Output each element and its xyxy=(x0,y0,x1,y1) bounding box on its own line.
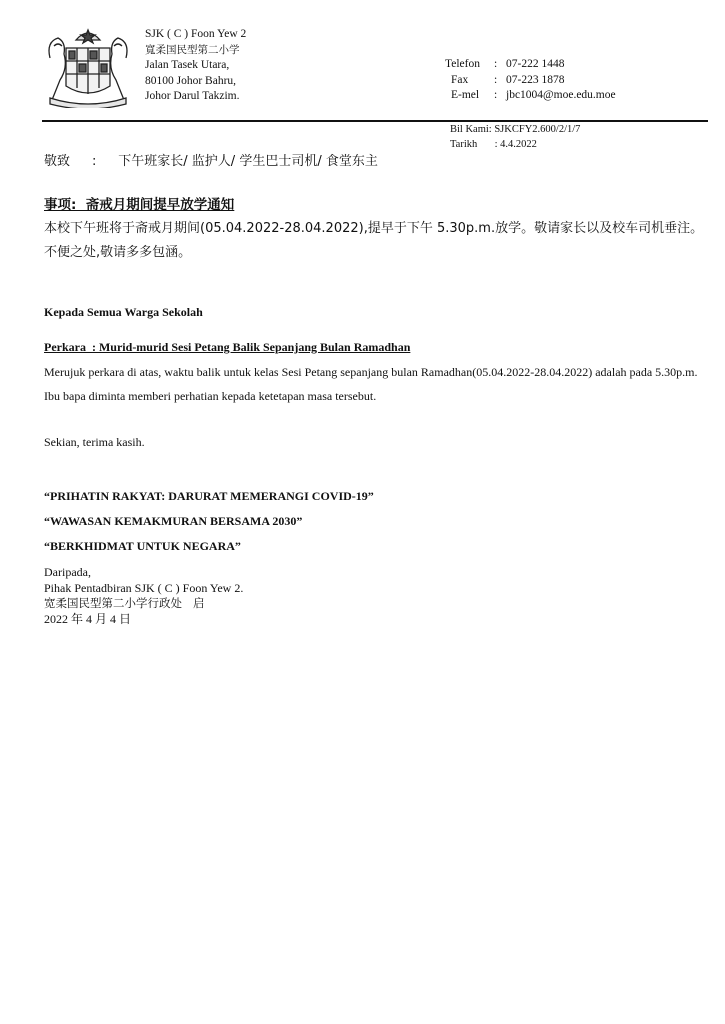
contact-row xyxy=(445,73,616,89)
motto: “PRIHATIN RAKYAT: DARURAT MEMERANGI COVID-19” xyxy=(44,489,374,503)
school-name: SJK ( C ) Foon Yew 2 xyxy=(145,28,247,40)
reference-label: Tarikh xyxy=(450,138,478,150)
signature-line-chinese: 宽柔国民型第二小学行政处 启 xyxy=(44,596,205,610)
address-line: Johor Darul Takzim. xyxy=(145,90,240,102)
malay-recipient: Kepada Semua Warga Sekolah xyxy=(44,305,203,319)
school-name-chinese: 寬柔国民型第二小学 xyxy=(145,43,240,56)
contact-row xyxy=(445,57,616,73)
contact-value: 07-222 1448 xyxy=(506,58,565,70)
address-line: 80100 Johor Bahru, xyxy=(145,74,237,87)
mottos xyxy=(44,484,374,559)
signature-line: Pihak Pentadbiran SJK ( C ) Foon Yew 2. xyxy=(44,580,244,595)
malay-subject: Perkara : Murid-murid Sesi Petang Balik Sepanjang Bulan Ramadhan xyxy=(44,340,411,354)
address-line: Jalan Tasek Utara, xyxy=(145,59,230,71)
malay-closing: Sekian, terima kasih. xyxy=(44,435,145,449)
contact-label: Telefon xyxy=(445,58,480,70)
contact-block xyxy=(445,57,616,104)
recipient-label: 敬致 xyxy=(44,154,71,169)
colon: : xyxy=(494,89,498,101)
contact-label: Fax xyxy=(451,73,469,86)
signature-date: 2022 年 4 月 4 日 xyxy=(44,611,132,626)
colon: : xyxy=(494,58,498,70)
malay-body: Merujuk perkara di atas, waktu balik untuk kelas Sesi Petang sepanjang bulan Ramadhan(05.04.2022-28.04.2022) adalah pada 5.30p.m. Ibu bapa diminta memberi perhatian kepada ketetapan masa tersebut. xyxy=(44,365,698,403)
chinese-body: 本校下午班将于斋戒月期间(05.04.2022-28.04.2022),提早于下午 5.30p.m.放学。敬请家长以及校车司机垂注。不便之处,敬请多多包涵。 xyxy=(44,221,704,260)
recipient-value: 下午班家长/ 监护人/ 学生巴士司机/ 食堂东主 xyxy=(118,154,378,169)
signature-block xyxy=(44,565,243,627)
malaysia-coat-of-arms-icon xyxy=(42,28,134,108)
reference-row: Bil Kami : SJKCFY2.600/2/1/7 xyxy=(450,123,580,138)
contact-value: jbc1004@moe.edu.moe xyxy=(506,89,616,101)
contact-value: 07-223 1878 xyxy=(506,73,565,86)
header-divider xyxy=(42,120,708,122)
contact-row xyxy=(445,88,616,104)
motto: “BERKHIDMAT UNTUK NEGARA” xyxy=(44,539,241,553)
reference-row: Tarikh : 4.4.2022 xyxy=(450,138,580,153)
signature-line: Daripada, xyxy=(44,565,91,579)
school-address xyxy=(145,27,246,105)
reference-value: SJKCFY2.600/2/1/7 xyxy=(494,124,581,135)
reference-block xyxy=(450,123,580,152)
motto: “WAWASAN KEMAKMURAN BERSAMA 2030” xyxy=(44,514,303,528)
reference-value: 4.4.2022 xyxy=(500,138,537,150)
chinese-subject: 事项: 斋戒月期间提早放学通知 xyxy=(44,197,235,213)
contact-label: E-mel xyxy=(451,89,480,101)
colon: : xyxy=(494,73,498,86)
chinese-recipient: 敬致 : 下午班家长/ 监护人/ 学生巴士司机/ 食堂东主 xyxy=(44,154,378,169)
reference-label: Bil Kami xyxy=(450,124,489,135)
